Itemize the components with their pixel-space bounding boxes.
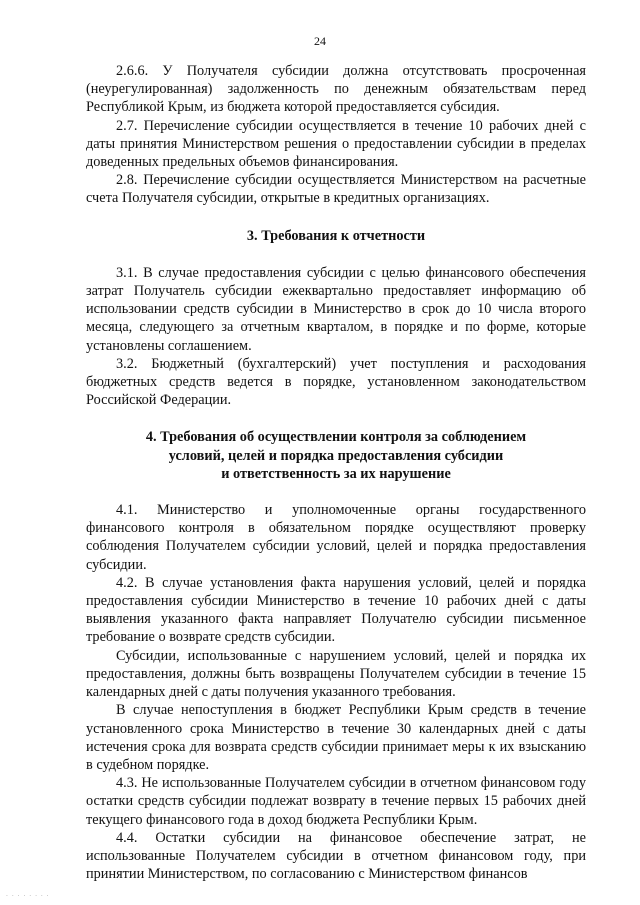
- paragraph-3-2: 3.2. Бюджетный (бухгалтерский) учет поступления и расходования бюджетных средств ведется в порядке, установленном законодательством Российской Федерации.: [86, 355, 586, 409]
- section-4-heading-line-2: условий, целей и порядка предоставления субсидии: [168, 447, 504, 464]
- section-4-heading-line-1: 4. Требования об осуществлении контроля за соблюдением: [145, 429, 527, 446]
- paragraph-3-1: 3.1. В случае предоставления субсидии с целью финансового обеспечения затрат Получатель субсидии ежеквартально предоставляет информацию об использовании средств субсидии в Министерство в срок до 10 числа второго месяца, следующего за отчетным кварталом, в порядке и по форме, которые установлены соглашением.: [86, 264, 586, 354]
- paragraph-4-3: 4.3. Не использованные Получателем субсидии в отчетном финансовом году остатки средств субсидии подлежат возврату в течение первых 15 рабочих дней текущего финансового года в доход бюджета Республики Крым.: [86, 775, 586, 828]
- scan-artifact-mark: · · · · · · · ·: [6, 893, 50, 900]
- paragraph-4-2-subsidies-return: Субсидии, использованные с нарушением условий, целей и порядка их предоставления, должны быть возвращены Получателем субсидии в течение 15 календарных дней с даты получения указанного требования.: [86, 647, 586, 701]
- paragraph-2-6-6: 2.6.6. У Получателя субсидии должна отсутствовать просроченная (неурегулированная) задолженность по денежным обязательствам перед Республикой Крым, из бюджета которой предоставляется субсидия.: [86, 63, 586, 116]
- paragraph-4-1: 4.1. Министерство и уполномоченные органы государственного финансового контроля в обязательном порядке осуществляют проверку соблюдения Получателем субсидии условий, целей и порядка предоставления субсидии.: [86, 502, 586, 573]
- section-4-heading: [86, 428, 586, 483]
- section-3-heading: 3. Требования к отчетности: [246, 227, 426, 244]
- paragraph-4-2: 4.2. В случае установления факта нарушения условий, целей и порядка предоставления субсидии Министерство в течение 10 рабочих дней с даты выявления указанного факта направляет Получателю субсидии письменное требование о возврате средств субсидии.: [86, 574, 586, 646]
- document-body: [86, 62, 586, 883]
- paragraph-4-2-non-receipt: В случае непоступления в бюджет Республики Крым средств в течение установленного срока Министерство в течение 30 календарных дней с даты истечения срока для возврата средств субсидии принимает меры к их взысканию в судебном порядке.: [86, 702, 586, 773]
- paragraph-2-7: 2.7. Перечисление субсидии осуществляется в течение 10 рабочих дней с даты принятия Министерством решения о предоставлении субсидии в пределах доведенных предельных объемов финансирования.: [86, 117, 586, 171]
- paragraph-4-4: 4.4. Остатки субсидии на финансовое обеспечение затрат, не использованные Получателем субсидии в отчетном финансовом году, при принятии Министерством, по согласованию с Министерством финансов: [86, 829, 586, 883]
- page-number: 24: [314, 34, 326, 48]
- paragraph-2-8: 2.8. Перечисление субсидии осуществляется Министерством на расчетные счета Получателя субсидии, открытые в кредитных организациях.: [86, 172, 586, 207]
- section-4-heading-line-3: и ответственность за их нарушение: [221, 465, 451, 482]
